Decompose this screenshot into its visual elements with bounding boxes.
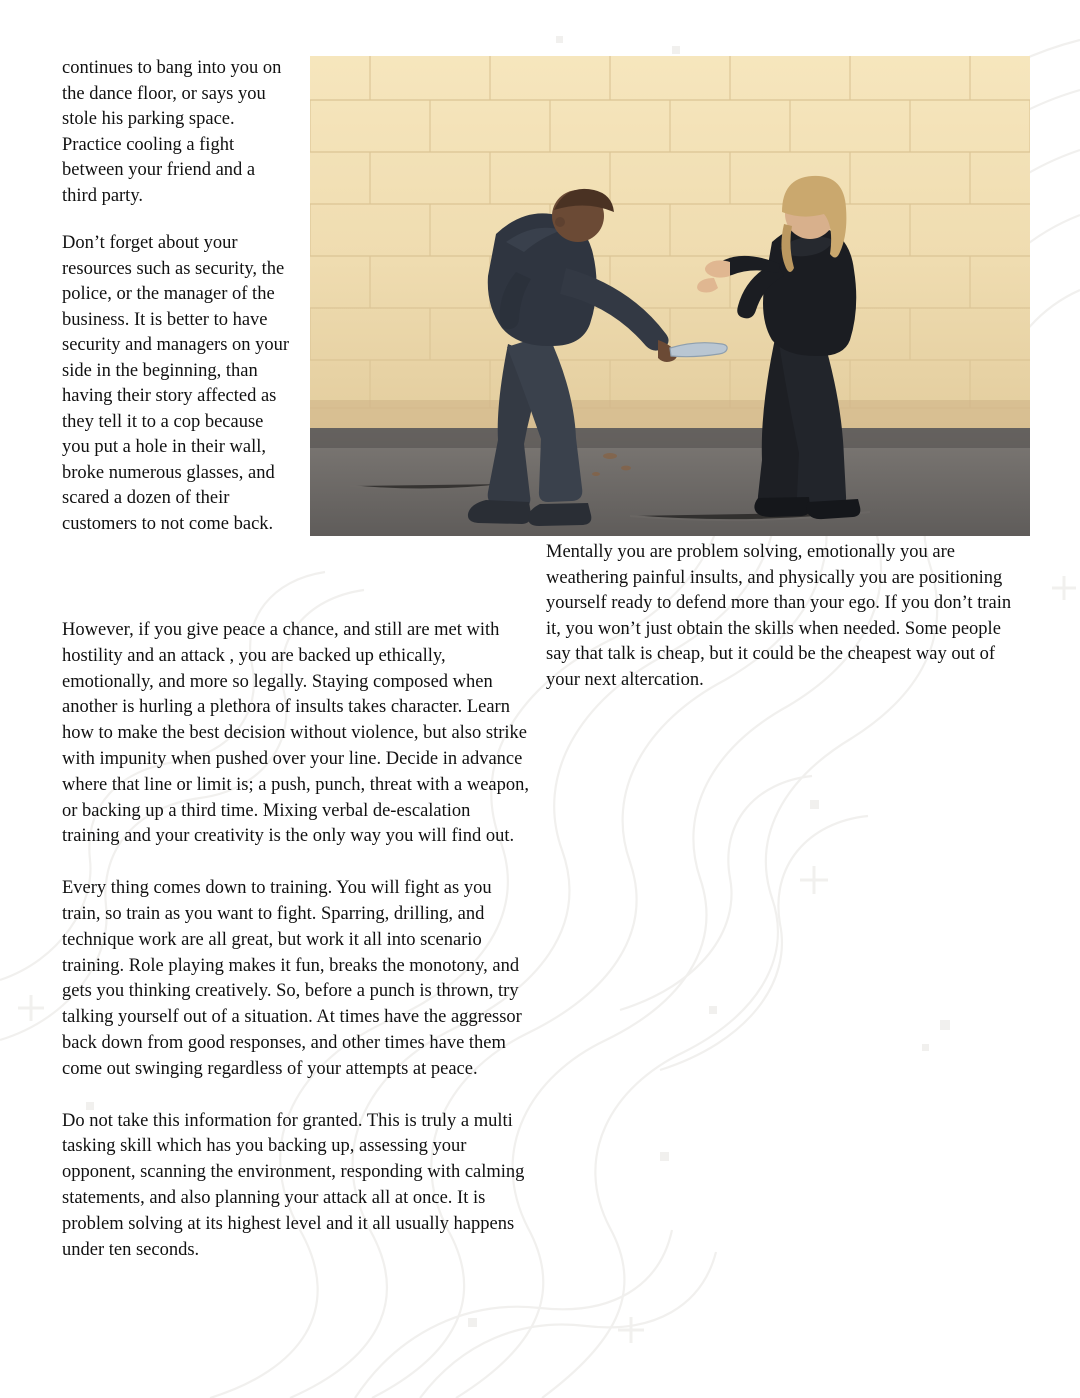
scenario-photo: [310, 56, 1030, 536]
left-column: [62, 56, 294, 559]
paragraph: However, if you give peace a chance, and still are met with hostility and an attack , you are backed up ethically, emotionally, and more so legally. Staying composed when another is hurling a plethora of insults takes character. Learn how to make the best decision without violence, but also strike with impunity when pushed over your line. Decide in advance where that line or limit is; a push, punch, threat with a weapon, or backing up a third time. Mixing verbal de-escalation training and your creativity is the only way you will find out.: [62, 620, 530, 847]
body-column: [62, 618, 532, 1263]
paragraph: Don’t forget about your resources such as security, the police, or the manager of the business. It is better to have security and managers on your side in the beginning, than having their story affected as they tell it to a cop because you put a hole in their wall, broke numerous glasses, and scared a dozen of their customers to not come back.: [62, 233, 290, 534]
paragraph: Every thing comes down to training. You will fight as you train, so train as you want to fight. Sparring, drilling, and technique work are all great, but work it all into scenario training. Role playing makes it fun, breaks the monotony, and gets you thinking creatively. So, before a punch is thrown, try talking yourself out of a situation. At times have the aggressor back down from good responses, and other times have them come out swinging regardless of your attempts at peace.: [62, 878, 522, 1079]
paragraph: Do not take this information for granted. This is truly a multi tasking skill which has you backing up, assessing your opponent, scanning the environment, responding with calming statements, and also planning your attack all at once. It is problem solving at its highest level and it all usually happens under ten seconds.: [62, 1110, 525, 1260]
paragraph: continues to bang into you on the dance floor, or says you stole his parking space. Practice cooling a fight between your friend and a third party.: [62, 58, 282, 206]
right-column: [546, 540, 1016, 693]
paragraph: Mentally you are problem solving, emotionally you are weathering painful insults, and physically you are positioning yourself ready to defend more than your ego. If you don’t train it, you won’t just obtain the skills when needed. Some people say that talk is cheap, but it could be the cheapest way out of your next altercation.: [546, 542, 1012, 690]
